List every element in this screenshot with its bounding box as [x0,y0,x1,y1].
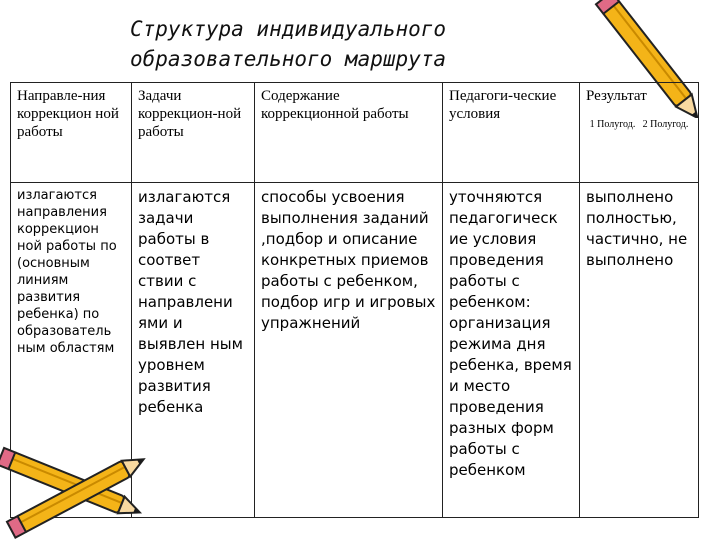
subheader-half-2: 2 Полугод. [642,119,689,130]
header-result-label: Результат [586,88,647,104]
header-tasks: Задачи коррекцион-ной работы [132,83,255,183]
title-line-1: Структура индивидуального [130,17,447,41]
header-content: Содержание коррекционной работы [255,83,443,183]
header-directions: Направле-ния коррекцион ной работы [11,83,132,183]
crossed-pencils-icon [0,430,160,540]
cell-content: способы усвоения выполнения заданий ,подбор и описание конкретных приемов работы с ребенком, подбор игр и игровых упражнений [255,183,443,518]
header-result [580,83,699,183]
cell-directions: излагаются направления коррекцион ной работы по (основным линиям развития ребенка) по образователь ным областям [11,183,132,518]
cell-result: выполнено полностью, частично, не выполнено [580,183,699,518]
header-conditions: Педагоги-ческие условия [443,83,580,183]
subheader-half-1: 1 Полугод. [589,119,636,130]
result-subheaders [586,119,692,131]
page-title [130,14,560,74]
title-line-2: образовательного маршрута [130,47,447,71]
cell-tasks: излагаются задачи работы в соответ ствии с направлени ями и выявлен ным уровнем развития ребенка [132,183,255,518]
cell-conditions: уточняются педагогическ ие условия проведения работы с ребенком: организация режима дня ребенка, время и место проведения разных форм работы с ребенком [443,183,580,518]
